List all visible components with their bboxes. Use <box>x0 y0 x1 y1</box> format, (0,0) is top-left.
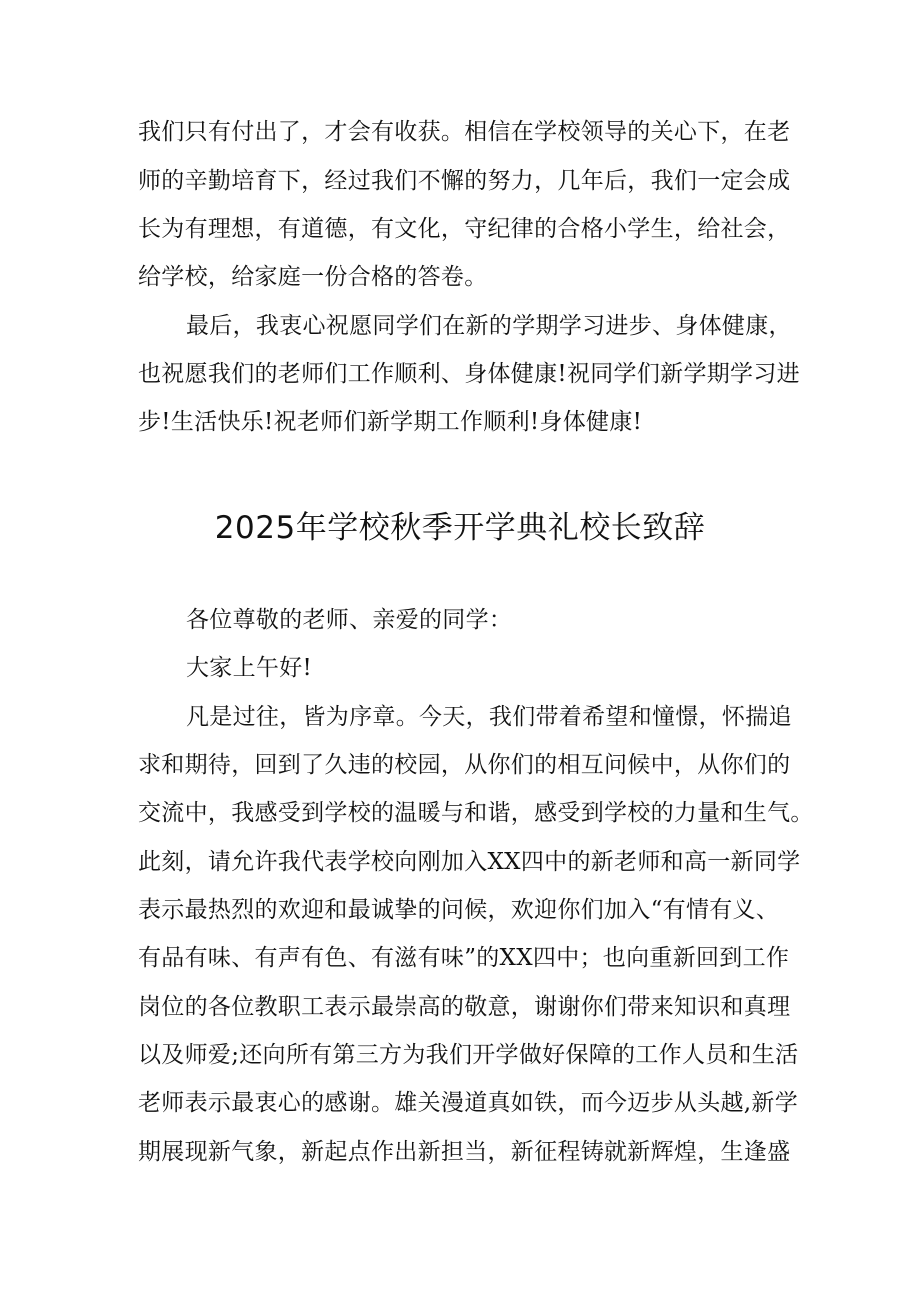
paragraph-line: 我们只有付出了，才会有收获。相信在学校领导的关心下，在老 <box>138 119 791 145</box>
speech-line: 表示最热烈的欢迎和最诚挚的问候，欢迎你们加入“有情有义、 <box>138 897 780 923</box>
speech-line: 求和期待，回到了久违的校园，从你们的相互问候中，从你们的 <box>138 752 791 778</box>
speech-line: 以及师爱;还向所有第三方为我们开学做好保障的工作人员和生活 <box>138 1042 799 1068</box>
speech-line: 此刻，请允许我代表学校向刚加入XX四中的新老师和高一新同学 <box>138 849 801 875</box>
speech-line: 期展现新气象，新起点作出新担当，新征程铸就新辉煌，生逢盛 <box>138 1139 791 1165</box>
speech-line: 有品有味、有声有色、有滋有味”的XX四中；也向重新回到工作 <box>138 945 790 971</box>
speech-line: 老师表示最衷心的感谢。雄关漫道真如铁，而今迈步从头越,新学 <box>138 1090 799 1116</box>
paragraph-line: 长为有理想，有道德，有文化，守纪律的合格小学生，给社会， <box>138 216 791 242</box>
paragraph-line: 步!生活快乐!祝老师们新学期工作顺利!身体健康! <box>138 409 643 435</box>
paragraph-line: 师的辛勤培育下，经过我们不懈的努力，几年后，我们一定会成 <box>138 168 791 194</box>
salutation: 各位尊敬的老师、亲爱的同学： <box>186 607 513 633</box>
paragraph-line: 也祝愿我们的老师们工作顺利、身体健康!祝同学们新学期学习进 <box>138 361 800 387</box>
paragraph-line: 最后，我衷心祝愿同学们在新的学期学习进步、身体健康， <box>186 313 792 339</box>
speech-line: 岗位的各位教职工表示最崇高的敬意，谢谢你们带来知识和真理 <box>138 994 791 1020</box>
paragraph-line: 给学校，给家庭一份合格的答卷。 <box>138 264 488 290</box>
speech-line: 交流中，我感受到学校的温暖与和谐，感受到学校的力量和生气。 <box>138 800 814 826</box>
speech-title: 2025年学校秋季开学典礼校长致辞 <box>214 510 706 546</box>
greeting: 大家上午好! <box>186 655 313 681</box>
speech-line: 凡是过往，皆为序章。今天，我们带着希望和憧憬，怀揣追 <box>186 704 792 730</box>
